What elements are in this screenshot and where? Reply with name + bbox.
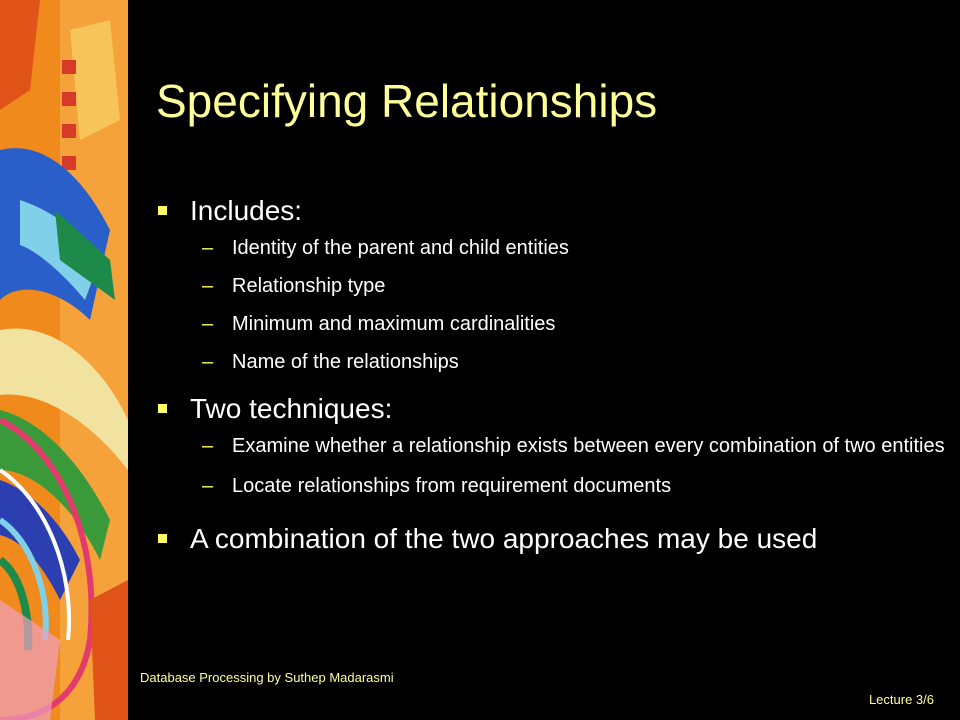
dash-bullet-icon: – — [202, 275, 214, 297]
sub-bullet-locate — [156, 472, 946, 500]
sub-bullet-text: Minimum and maximum cardinalities — [232, 313, 556, 335]
dash-bullet-icon: – — [202, 475, 214, 497]
dash-bullet-icon: – — [202, 435, 214, 457]
sub-bullet-text: Name of the relationships — [232, 351, 459, 373]
dash-bullet-icon: – — [202, 313, 214, 335]
square-bullet-icon — [158, 206, 167, 215]
dash-bullet-icon: – — [202, 351, 214, 373]
sub-bullet-text: Examine whether a relationship exists between every combination of two entities — [232, 435, 945, 457]
footer-author: Database Processing by Suthep Madarasmi — [140, 670, 394, 685]
bullet-text: Two techniques: — [190, 393, 393, 424]
sub-bullet-text: Relationship type — [232, 275, 386, 297]
sub-bullet-text: Locate relationships from requirement documents — [232, 475, 672, 497]
bullet-text: A combination of the two approaches may be used — [190, 523, 818, 554]
bullet-list — [156, 194, 946, 556]
slide-title: Specifying Relationships — [156, 75, 658, 127]
sub-bullet-relationship-type — [156, 272, 946, 300]
sub-bullet-name — [156, 348, 946, 376]
square-bullet-icon — [158, 534, 167, 543]
sub-bullet-identity — [156, 234, 946, 262]
sub-bullet-examine — [156, 432, 946, 460]
sub-bullet-text: Identity of the parent and child entities — [232, 237, 569, 259]
bullet-includes — [156, 194, 946, 228]
footer-lecture-number: Lecture 3/6 — [868, 692, 934, 707]
square-bullet-icon — [158, 404, 167, 413]
bullet-text: Includes: — [190, 195, 303, 226]
decorative-artwork — [0, 0, 128, 720]
sub-bullet-cardinalities — [156, 310, 946, 338]
bullet-combination — [156, 522, 946, 556]
dash-bullet-icon: – — [202, 237, 214, 259]
bullet-two-techniques — [156, 392, 946, 426]
